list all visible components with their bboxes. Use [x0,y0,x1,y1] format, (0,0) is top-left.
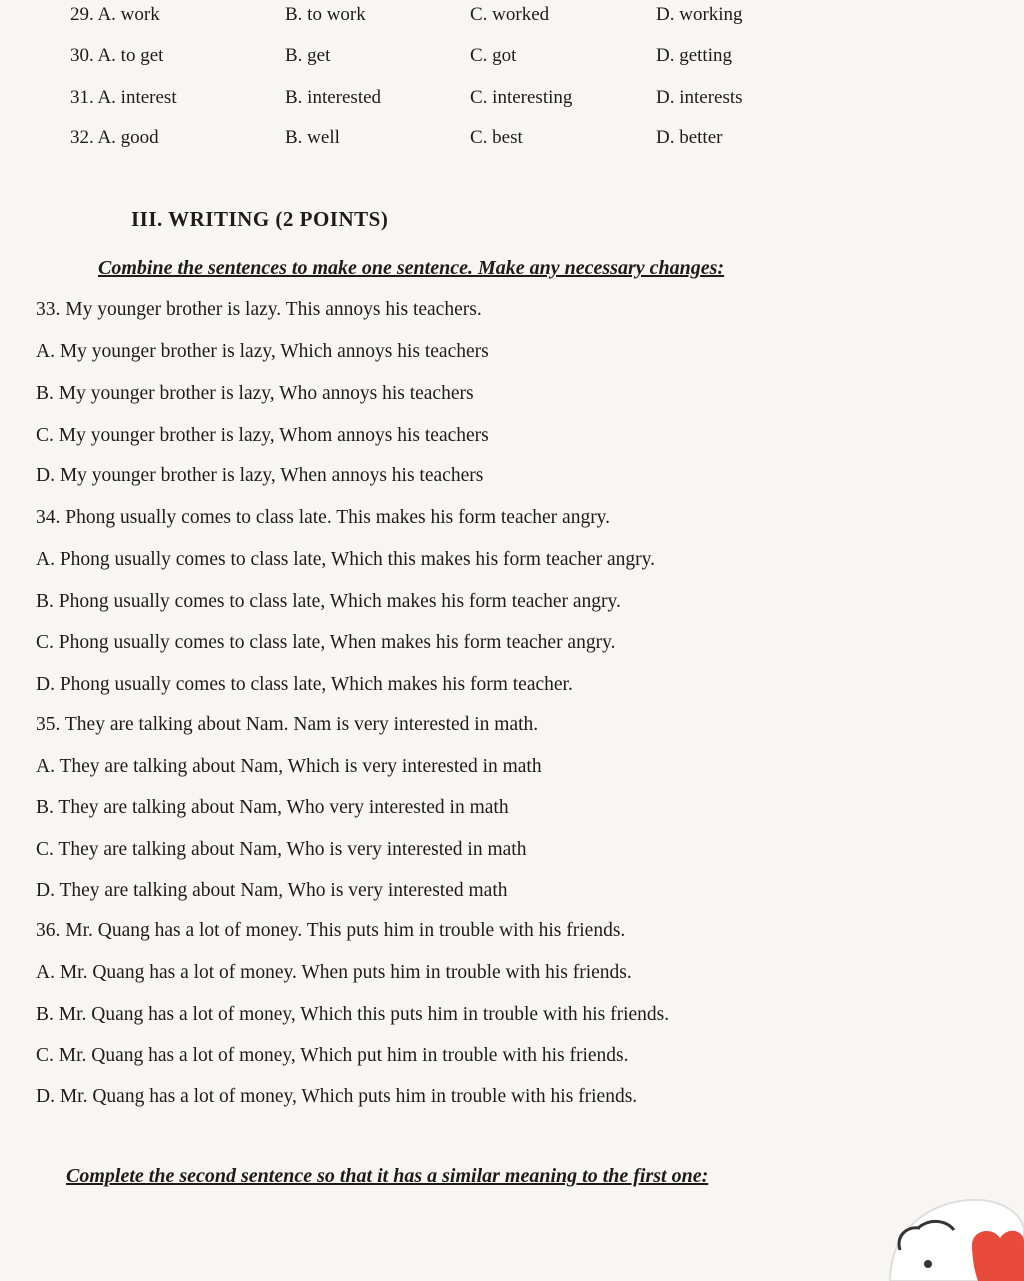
option-d: D. getting [656,45,732,66]
mc-row-30 [0,45,1024,73]
option-33-d: D. My younger brother is lazy, When annoys his teachers [36,465,484,486]
option-c: C. interesting [470,87,573,108]
option-36-a: A. Mr. Quang has a lot of money. When puts him in trouble with his friends. [36,962,632,983]
option-36-d: D. Mr. Quang has a lot of money, Which puts him in trouble with his friends. [36,1086,638,1107]
option-36-b: B. Mr. Quang has a lot of money, Which this puts him in trouble with his friends. [36,1004,670,1025]
option-35-b: B. They are talking about Nam, Who very interested in math [36,797,509,818]
option-35-a: A. They are talking about Nam, Which is very interested in math [36,756,542,777]
option-b: B. well [285,127,340,148]
option-33-b: B. My younger brother is lazy, Who annoys his teachers [36,383,474,404]
question-33: 33. My younger brother is lazy. This annoys his teachers. [36,299,482,320]
option-c: C. got [470,45,517,66]
option-b: B. interested [285,87,382,108]
question-36: 36. Mr. Quang has a lot of money. This puts him in trouble with his friends. [36,920,626,941]
option-34-b: B. Phong usually comes to class late, Which makes his form teacher angry. [36,591,621,612]
option-33-a: A. My younger brother is lazy, Which annoys his teachers [36,341,489,362]
option-34-a: A. Phong usually comes to class late, Which this makes his form teacher angry. [36,549,655,570]
option-a: 29. A. work [70,4,160,25]
option-d: D. working [656,4,743,25]
option-33-c: C. My younger brother is lazy, Whom annoys his teachers [36,425,489,446]
section-title: III. WRITING (2 POINTS) [131,207,389,231]
instruction-complete: Complete the second sentence so that it has a similar meaning to the first one: [66,1165,709,1187]
question-35: 35. They are talking about Nam. Nam is very interested in math. [36,714,539,735]
option-b: B. get [285,45,331,66]
mascot-sticker-icon [880,1190,1024,1281]
mc-row-32 [0,127,1024,155]
option-35-d: D. They are talking about Nam, Who is very interested math [36,880,508,901]
option-a: 31. A. interest [70,87,177,108]
option-36-c: C. Mr. Quang has a lot of money, Which put him in trouble with his friends. [36,1045,629,1066]
option-b: B. to work [285,4,366,25]
option-c: C. best [470,127,523,148]
instruction-combine: Combine the sentences to make one sentence. Make any necessary changes: [98,257,725,279]
option-a: 30. A. to get [70,45,164,66]
question-34: 34. Phong usually comes to class late. This makes his form teacher angry. [36,507,611,528]
option-d: D. better [656,127,723,148]
option-c: C. worked [470,4,550,25]
mc-row-29 [0,4,1024,32]
option-d: D. interests [656,87,743,108]
mc-row-31 [0,87,1024,115]
option-35-c: C. They are talking about Nam, Who is very interested in math [36,839,527,860]
option-34-d: D. Phong usually comes to class late, Which makes his form teacher. [36,674,573,695]
option-a: 32. A. good [70,127,159,148]
option-34-c: C. Phong usually comes to class late, When makes his form teacher angry. [36,632,616,653]
